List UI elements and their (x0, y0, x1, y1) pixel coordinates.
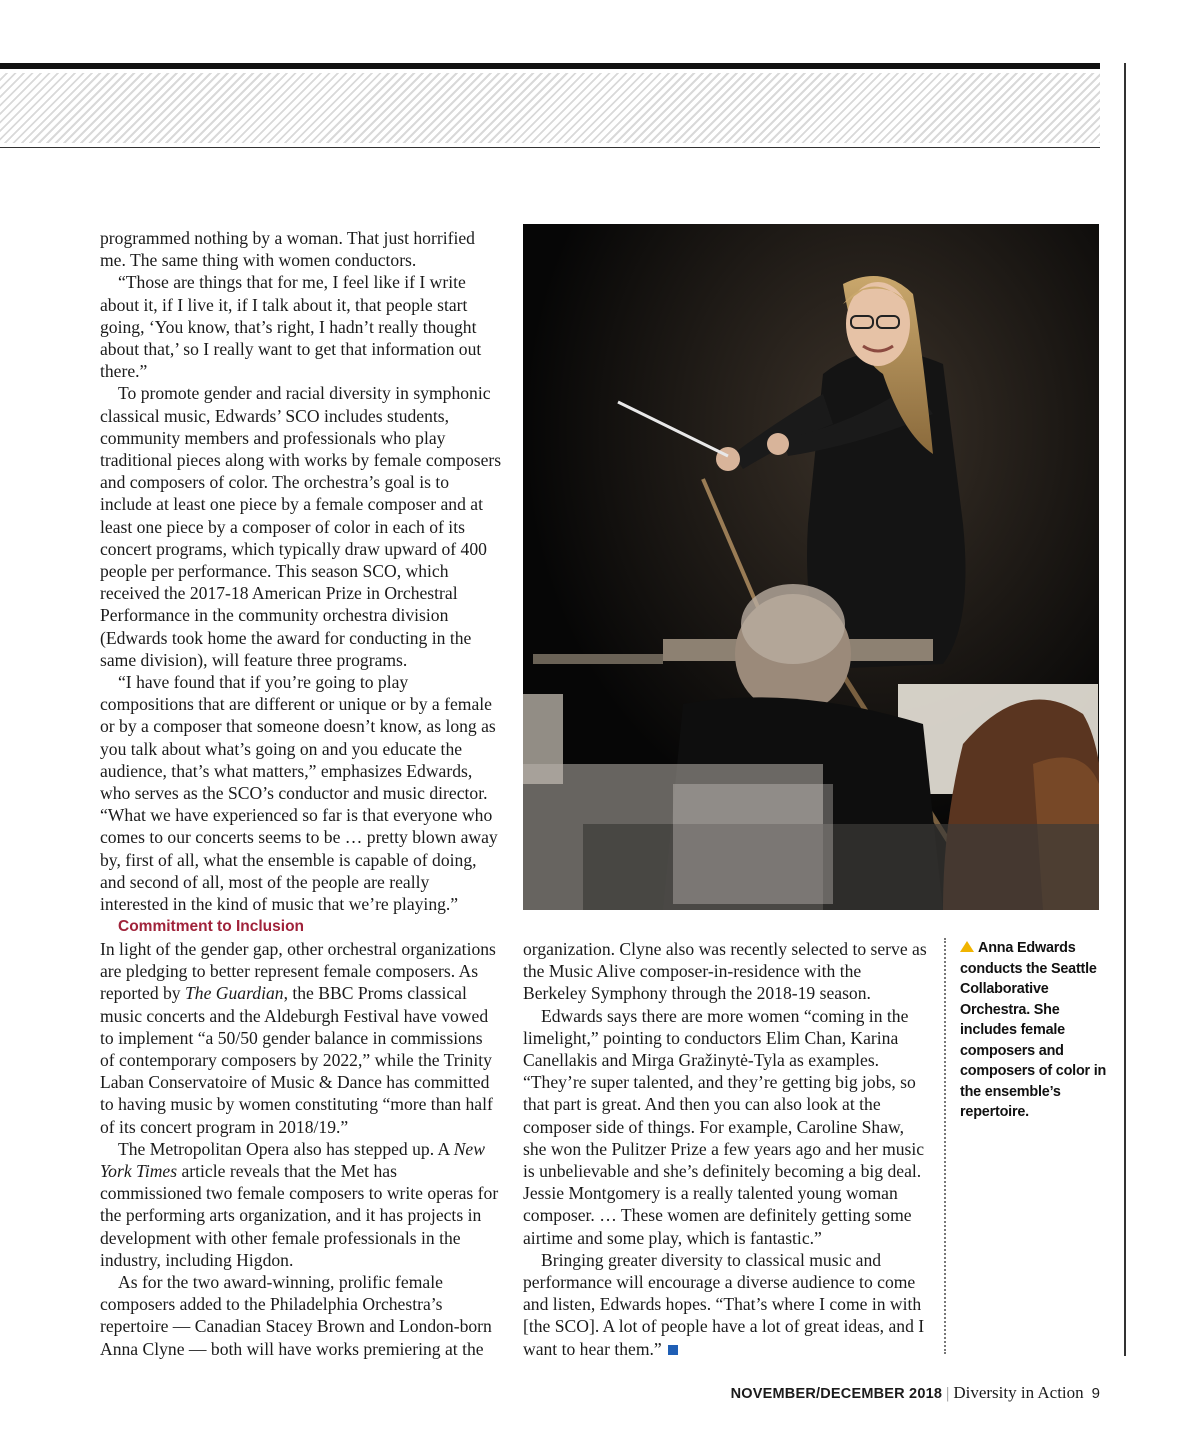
header-hatch-band (0, 73, 1100, 143)
paragraph: programmed nothing by a woman. That just horrified me. The same thing with women conductors. (100, 228, 475, 271)
end-mark-icon (668, 1345, 678, 1355)
header-rule (0, 63, 1100, 69)
paragraph: “Those are things that for me, I feel like if I write about it, if I live it, if I talk about it, that people start going, ‘You know, that’s right, I hadn’t really thought about that,’ so I really want to get that information out there.” (100, 272, 482, 382)
text-run: , the BBC Proms classical music concerts and the Aldeburgh Festival have vowed to implement “a 50/50 gender balance in commissions of contemporary composers by 2022,” while the Trinity Laban Conservatoire of Music & Dance has committed to having music by women constituting “more than half of its concert program in 2018/19.” (100, 983, 493, 1137)
paragraph (100, 1138, 500, 1271)
paragraph (100, 938, 500, 1138)
page-number: 9 (1091, 1385, 1100, 1402)
caption-text: Anna Edwards conducts the Seattle Collaborative Orchestra. She includes female composers and composers of color in the ensemble’s repertoire. (960, 940, 1107, 1120)
paragraph: “I have found that if you’re going to play compositions that are different or unique or by a female or by a composer that someone doesn’t know, as long as you talk about what’s going on and you educate the audience, that’s what matters,” emphasizes Edwards, who serves as the SCO’s conductor and music director. “What we have experienced so far is that everyone who comes to our concerts seems to be … pretty blown away by, first of all, what the ensemble is capable of doing, and second of all, most of the people are really interested in the kind of music that we’re playing.” (100, 672, 498, 915)
section-subhead: Commitment to Inclusion (118, 918, 304, 935)
publication-title: The Guardian (185, 983, 284, 1004)
page-edge-rule (1124, 63, 1126, 1356)
publication-title: New York Times (100, 1138, 485, 1182)
article-column-top (100, 227, 502, 915)
paragraph (523, 1249, 928, 1360)
article-column-left (100, 916, 500, 1360)
conductor-photo-illustration (523, 224, 1099, 910)
footer-separator: | (946, 1385, 950, 1402)
text-run: The Metropolitan Opera also has stepped up. A (118, 1138, 454, 1159)
paragraph: To promote gender and racial diversity in symphonic classical music, Edwards’ SCO includes students, community members and professionals who play traditional pieces along with works by female composers and composers of color. The orchestra’s goal is to include at least one piece by a female composer and at least one piece by a composer of color in each of its concert programs, which typically draw upward of 400 people per performance. This season SCO, which received the 2017-18 American Prize in Orchestral Performance in the community orchestra division (Edwards took home the award for conducting in the same division), will feature three programs. (100, 383, 502, 670)
caption-triangle-icon (960, 941, 974, 952)
paragraph: As for the two award-winning, prolific female composers added to the Philadelphia Orchestra’s repertoire — Canadian Stacey Brown and London-born Anna Clyne — both will have works premiering at the (100, 1272, 492, 1359)
header-thin-rule (0, 147, 1100, 148)
page-footer (731, 1383, 1100, 1403)
text-run: Bringing greater diversity to classical music and performance will encourage a diverse audience to come and listen, Edwards hopes. “That’s where I come in with [the SCO]. A lot of people have a lot of great ideas, and I want to hear them.” (523, 1249, 925, 1359)
paragraph: organization. Clyne also was recently selected to serve as the Music Alive composer-in-residence with the Berkeley Symphony through the 2018-19 season. (523, 939, 927, 1004)
paragraph: Edwards says there are more women “coming in the limelight,” pointing to conductors Elim Chan, Karina Canellakis and Mirga Gražinytė-Tyla as examples. “They’re super talented, and they’re getting big jobs, so that part is great. And then you can also look at the composer side of things. For example, Caroline Shaw, she won the Pulitzer Prize a few years ago and her music is unbelievable and she’s definitely becoming a big deal. Jessie Montgomery is a really talented young woman composer. … These women are definitely getting some airtime and some play, which is fantastic.” (523, 1005, 925, 1248)
magazine-name: Diversity in Action (953, 1383, 1084, 1402)
issue-date: NOVEMBER/DECEMBER 2018 (730, 1386, 943, 1402)
photo-caption (960, 938, 1110, 1123)
caption-divider (944, 938, 946, 1354)
text-run: article reveals that the Met has commissioned two female composers to write operas for the performing arts organization, and it has projects in development with other female professionals in the industry, including Higdon. (100, 1161, 499, 1270)
article-column-middle (523, 938, 928, 1360)
text-run: In light of the gender gap, other orchestral organizations are pledging to better represent female composers. As reported by (100, 939, 496, 1004)
conductor-photo (523, 224, 1099, 910)
